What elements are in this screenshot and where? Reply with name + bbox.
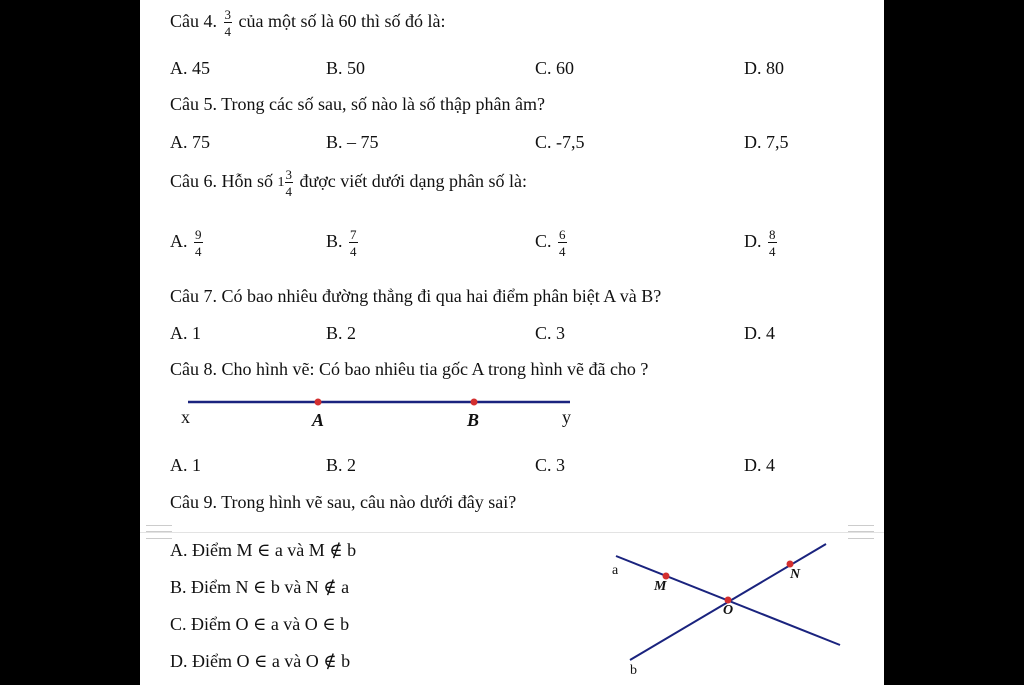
option-d: D. Điểm O ∈ a và O ∉ b xyxy=(170,651,351,671)
option-d: D. 7,5 xyxy=(744,132,789,152)
mixed-number-fraction: $\frac{3}{4}$ xyxy=(285,167,292,199)
question-6-text: được viết dưới dạng phân số là: xyxy=(299,171,528,192)
option-c: C. 3 xyxy=(535,323,566,343)
label-n: N xyxy=(790,567,801,582)
label-x: x xyxy=(181,407,190,427)
option-c: C. 3 xyxy=(535,455,566,475)
label-o: O xyxy=(723,603,734,618)
option-b: B. 50 xyxy=(326,58,366,78)
label-line-a: a xyxy=(612,563,619,578)
question-9: Câu 9. Trong hình vẽ sau, câu nào dưới đây sai? xyxy=(170,492,517,512)
question-8: Câu 8. Cho hình vẽ: Có bao nhiêu tia gốc A trong hình vẽ đã cho ? xyxy=(170,359,649,379)
option-a: A. $\frac{9}{4}$ xyxy=(170,227,202,259)
question-6-prefix: Câu 6. Hỗn số xyxy=(170,171,273,192)
option-a: A. Điểm M ∈ a và M ∉ b xyxy=(170,540,357,560)
label-b: B xyxy=(467,410,480,430)
question-7: Câu 7. Có bao nhiêu đường thẳng đi qua hai điểm phân biệt A và B? xyxy=(170,286,662,306)
label-a: A xyxy=(312,410,325,430)
option-b: B. 2 xyxy=(326,455,357,475)
mixed-number-whole: 1 xyxy=(277,175,285,190)
question-4-text: của một số là 60 thì số đó là: xyxy=(238,11,446,32)
option-c: C. $\frac{6}{4}$ xyxy=(535,227,566,259)
question-5: Câu 5. Trong các số sau, số nào là số thập phân âm? xyxy=(170,94,545,114)
option-d: D. $\frac{8}{4}$ xyxy=(744,227,776,259)
document-page xyxy=(140,0,884,685)
option-b: B. 2 xyxy=(326,323,357,343)
label-line-b: b xyxy=(630,663,637,678)
option-c: C. Điểm O ∈ a và O ∈ b xyxy=(170,614,350,634)
option-b: B. – 75 xyxy=(326,132,379,152)
option-c: C. -7,5 xyxy=(535,132,585,152)
label-y: y xyxy=(562,407,571,427)
option-d: D. 4 xyxy=(744,323,775,343)
option-b: B. $\frac{7}{4}$ xyxy=(326,227,357,259)
option-c: C. 60 xyxy=(535,58,575,78)
option-a: A. 1 xyxy=(170,323,201,343)
option-d: D. 80 xyxy=(744,58,784,78)
option-a: A. 45 xyxy=(170,58,210,78)
intersecting-lines-figure xyxy=(140,0,884,685)
option-a: A. 1 xyxy=(170,455,201,475)
label-m: M xyxy=(654,579,667,594)
fraction: $\frac{3}{4}$ xyxy=(224,7,231,39)
option-d: D. 4 xyxy=(744,455,775,475)
option-a: A. 75 xyxy=(170,132,210,152)
option-b: B. Điểm N ∈ b và N ∉ a xyxy=(170,577,350,597)
question-4-prefix: Câu 4. xyxy=(170,11,217,32)
